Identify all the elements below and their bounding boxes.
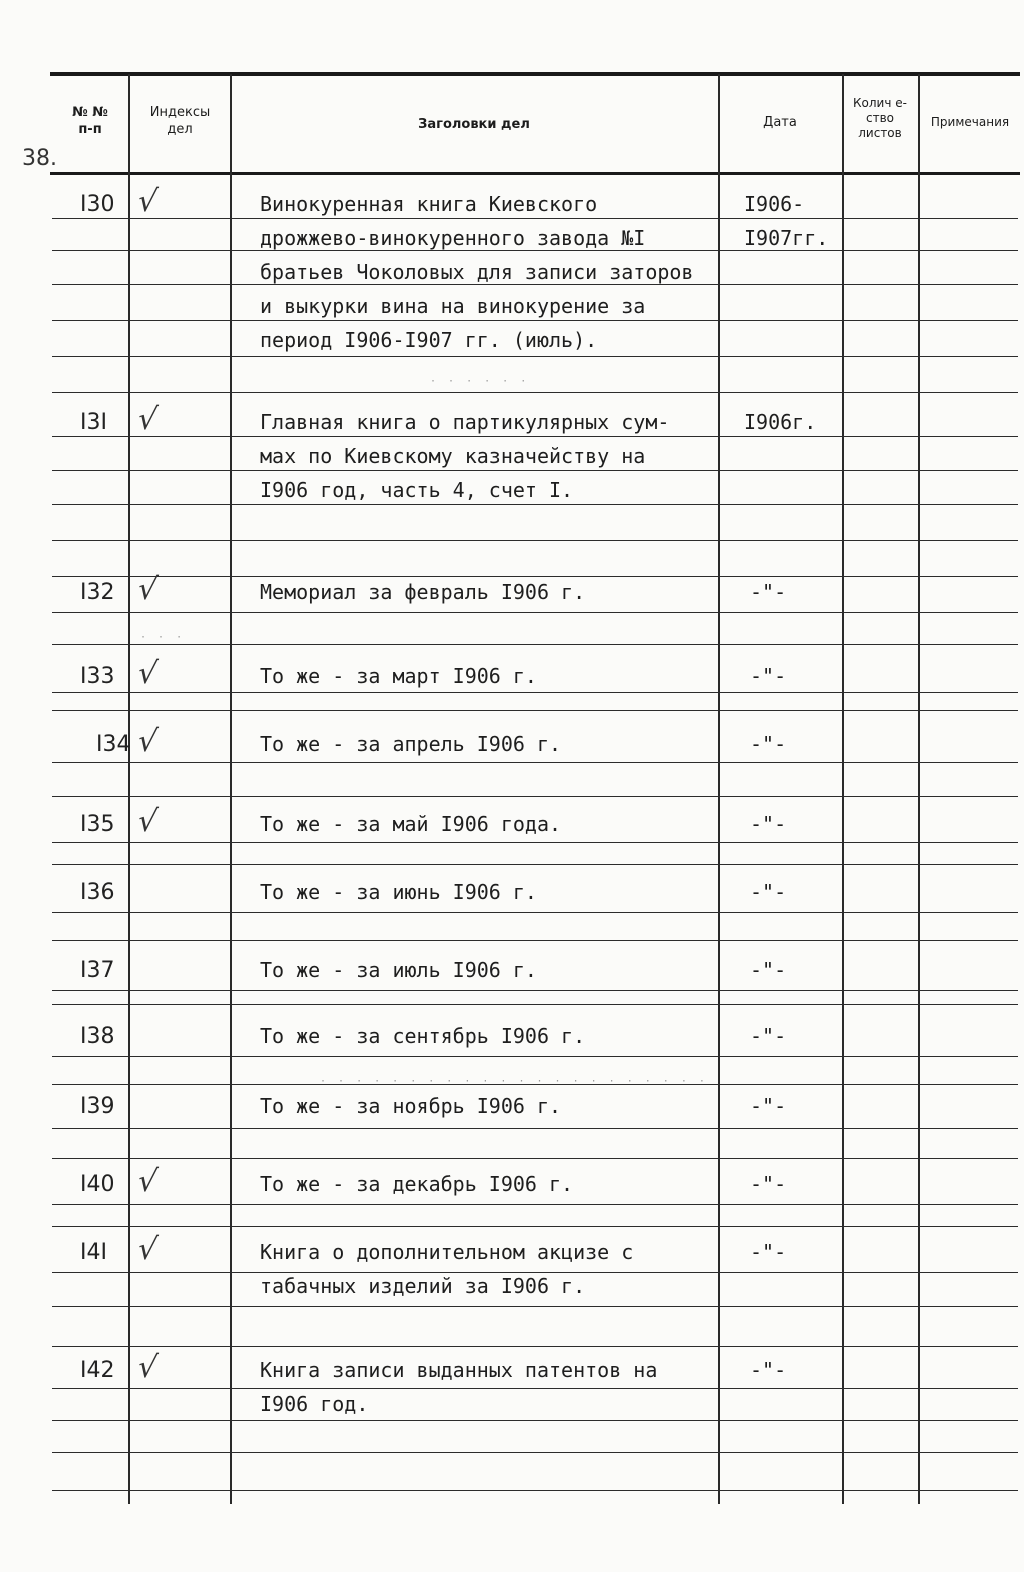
ruled-line: [52, 1204, 1018, 1205]
case-date: -"-: [750, 880, 787, 904]
ruled-line: [52, 1452, 1018, 1453]
case-title-line: То же - за июнь I906 г.: [260, 880, 537, 904]
ruled-line: [52, 1128, 1018, 1129]
ruled-line: [52, 250, 1018, 251]
case-date: -"-: [750, 958, 787, 982]
ruled-line: [52, 320, 1018, 321]
case-number: I39: [80, 1094, 115, 1119]
checkmark-icon: √: [135, 184, 160, 219]
case-title-line: период I906-I907 гг. (июль).: [260, 328, 598, 352]
case-title-line: То же - за май I906 года.: [260, 812, 562, 836]
case-date: -"-: [750, 580, 787, 604]
header-bottom-border: [50, 172, 1020, 175]
table-top-border: [50, 72, 1020, 76]
ruled-line: [52, 436, 1018, 437]
case-title-line: I906 год.: [260, 1392, 369, 1416]
column-divider: [918, 74, 920, 1504]
checkmark-icon: √: [135, 402, 160, 437]
ruled-line: [52, 1226, 1018, 1227]
ruled-line: [52, 612, 1018, 613]
case-title-line: табачных изделий за I906 г.: [260, 1274, 586, 1298]
page-number: 38.: [22, 146, 57, 171]
case-title-line: Мемориал за февраль I906 г.: [260, 580, 586, 604]
column-divider: [230, 74, 232, 1504]
case-number: I36: [80, 880, 115, 905]
ruled-line: [52, 1004, 1018, 1005]
ruled-line: [52, 1272, 1018, 1273]
scan-noise: · · · · · ·: [430, 376, 530, 387]
case-number: I40: [80, 1172, 115, 1197]
ruled-line: [52, 576, 1018, 577]
case-title-line: Книга записи выданных патентов на: [260, 1358, 658, 1382]
case-number: I4I: [80, 1240, 107, 1265]
case-title-line: и выкурки вина на винокурение за: [260, 294, 646, 318]
case-date: -"-: [750, 1358, 787, 1382]
ruled-line: [52, 470, 1018, 471]
case-number: I30: [80, 192, 115, 217]
ruled-line: [52, 1490, 1018, 1491]
case-date: -"-: [750, 812, 787, 836]
ruled-line: [52, 842, 1018, 843]
scan-noise: · · ·: [140, 632, 186, 643]
case-title-line: Винокуренная книга Киевского: [260, 192, 598, 216]
case-date: -"-: [750, 1240, 787, 1264]
case-title-line: То же - за ноябрь I906 г.: [260, 1094, 562, 1118]
case-title-line: братьев Чоколовых для записи заторов: [260, 260, 694, 284]
ruled-line: [52, 1158, 1018, 1159]
ruled-line: [52, 644, 1018, 645]
scan-noise: · · · · · · · · · · · · · · · · · · · · · ·: [320, 1076, 708, 1087]
case-title-line: Главная книга о партикулярных сум-: [260, 410, 670, 434]
ruled-line: [52, 864, 1018, 865]
ruled-line: [52, 1306, 1018, 1307]
ruled-line: [52, 1420, 1018, 1421]
case-title-line: дрожжево-винокуренного завода №I: [260, 226, 646, 250]
checkmark-icon: √: [135, 1232, 160, 1267]
case-number: I33: [80, 664, 115, 689]
column-divider: [718, 74, 720, 1504]
ruled-line: [52, 940, 1018, 941]
checkmark-icon: √: [135, 656, 160, 691]
checkmark-icon: √: [135, 1164, 160, 1199]
checkmark-icon: √: [135, 724, 160, 759]
case-date: -"-: [750, 732, 787, 756]
column-divider: [128, 74, 130, 1504]
case-date: I906г.: [744, 410, 817, 434]
case-title-line: То же - за апрель I906 г.: [260, 732, 562, 756]
ruled-line: [52, 710, 1018, 711]
header-date: Дата: [763, 115, 797, 130]
ruled-line: [52, 1346, 1018, 1347]
ruled-line: [52, 218, 1018, 219]
case-title-line: I906 год, часть 4, счет I.: [260, 478, 574, 502]
ruled-line: [52, 540, 1018, 541]
header-title: Заголовки дел: [418, 117, 530, 132]
checkmark-icon: √: [135, 804, 160, 839]
ruled-line: [52, 692, 1018, 693]
case-title-line: То же - за март I906 г.: [260, 664, 537, 688]
case-date: -"-: [750, 664, 787, 688]
ruled-line: [52, 762, 1018, 763]
header-notes: Примечания: [930, 115, 1010, 129]
case-number: I38: [80, 1024, 115, 1049]
ruled-line: [52, 504, 1018, 505]
ruled-line: [52, 1056, 1018, 1057]
checkmark-icon: √: [135, 572, 160, 607]
case-date: -"-: [750, 1172, 787, 1196]
header-number: № № п-п: [72, 105, 108, 137]
case-title-line: То же - за сентябрь I906 г.: [260, 1024, 586, 1048]
header-sheets: Колич е- ство листов: [853, 96, 907, 140]
case-number: I32: [80, 580, 115, 605]
column-divider: [842, 74, 844, 1504]
ruled-line: [52, 356, 1018, 357]
ruled-line: [52, 796, 1018, 797]
case-number: I3I: [80, 410, 107, 435]
case-title-line: мах по Киевскому казначейству на: [260, 444, 646, 468]
case-title-line: То же - за декабрь I906 г.: [260, 1172, 574, 1196]
ruled-line: [52, 284, 1018, 285]
ruled-line: [52, 392, 1018, 393]
case-date: -"-: [750, 1094, 787, 1118]
case-title-line: Книга о дополнительном акцизе с: [260, 1240, 634, 1264]
case-number: I34: [96, 732, 131, 757]
header-index: Индексы дел: [149, 105, 211, 137]
case-number: I35: [80, 812, 115, 837]
ruled-line: [52, 912, 1018, 913]
ruled-line: [52, 1388, 1018, 1389]
checkmark-icon: √: [135, 1350, 160, 1385]
ruled-line: [52, 990, 1018, 991]
case-title-line: То же - за июль I906 г.: [260, 958, 537, 982]
case-date: I906-: [744, 192, 805, 216]
case-date: I907гг.: [744, 226, 829, 250]
case-date: -"-: [750, 1024, 787, 1048]
case-number: I42: [80, 1358, 115, 1383]
case-number: I37: [80, 958, 115, 983]
